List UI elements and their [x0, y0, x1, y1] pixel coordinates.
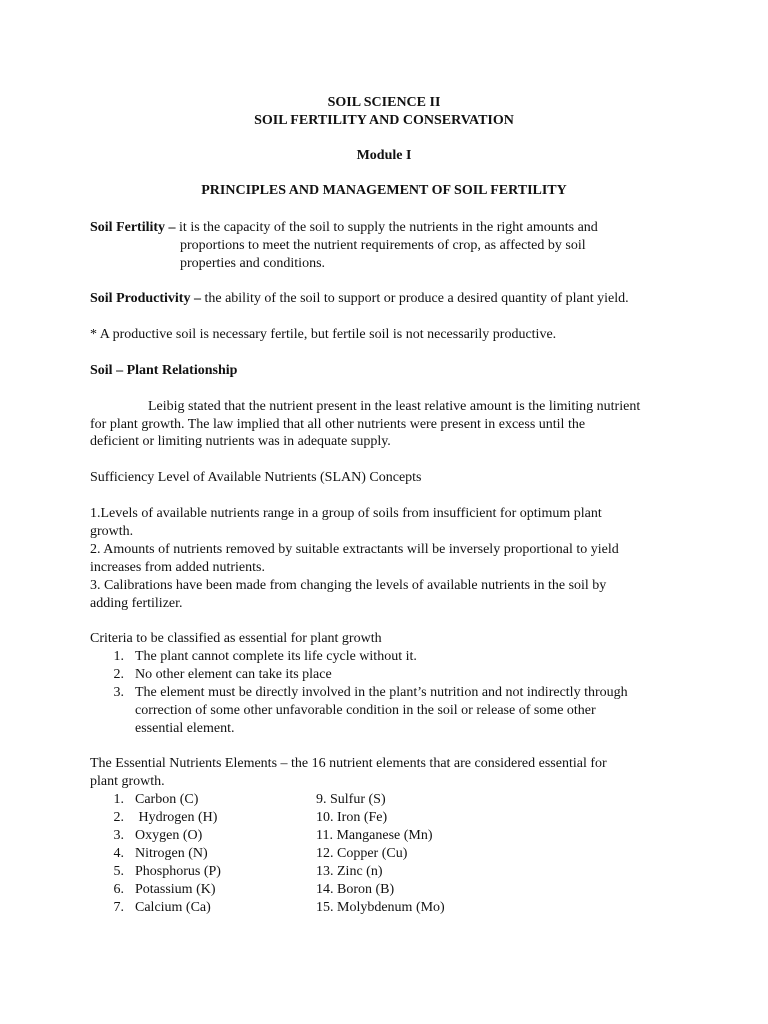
nutrient-name: Potassium (K)	[135, 882, 216, 897]
nutrient-name: Oxygen (O)	[135, 828, 203, 843]
criteria-number: 1.	[113, 649, 124, 664]
nutrient-entry: 10. Iron (Fe)	[316, 810, 388, 825]
nutrient-number: 6.	[113, 882, 124, 897]
essential-nutrients-text-2: plant growth.	[90, 774, 165, 789]
nutrient-name: Phosphorus (P)	[135, 864, 221, 879]
soil-fertility-text-3: properties and conditions.	[180, 256, 326, 271]
soil-fertility-term: Soil Fertility –	[90, 220, 176, 235]
nutrient-entry: 12. Copper (Cu)	[316, 846, 408, 861]
nutrient-number: 1.	[113, 792, 124, 807]
soil-fertility-text-1: it is the capacity of the soil to supply the nutrients in the right amounts and	[175, 220, 598, 235]
criteria-item: The element must be directly involved in the plant’s nutrition and not indirectly through	[135, 685, 628, 700]
nutrient-entry: 14. Boron (B)	[316, 882, 395, 897]
criteria-number: 2.	[113, 667, 124, 682]
nutrient-entry: 9. Sulfur (S)	[316, 792, 386, 807]
nutrient-number: 2.	[113, 810, 124, 825]
nutrient-entry: 15. Molybdenum (Mo)	[316, 900, 445, 915]
criteria-item-continued: essential element.	[135, 721, 235, 736]
soil-productivity-text: the ability of the soil to support or produce a desired quantity of plant yield.	[200, 291, 629, 306]
productivity-note: * A productive soil is necessary fertile, but fertile soil is not necessarily productive.	[90, 327, 557, 342]
relationship-text-2: for plant growth. The law implied that all other nutrients were present in excess until the	[90, 417, 586, 432]
nutrient-name: Carbon (C)	[135, 792, 199, 807]
slan-point-1a: 1.Levels of available nutrients range in a group of soils from insufficient for optimum plant	[90, 506, 602, 521]
relationship-text-1: Leibig stated that the nutrient present in the least relative amount is the limiting nutrient	[148, 399, 641, 414]
soil-fertility-definition	[90, 219, 598, 237]
soil-fertility-text-2: proportions to meet the nutrient requirements of crop, as affected by soil	[180, 238, 586, 253]
nutrient-number: 7.	[113, 900, 124, 915]
criteria-item: No other element can take its place	[135, 667, 332, 682]
essential-nutrients-text-1: the 16 nutrient elements that are considered essential for	[287, 756, 607, 771]
relationship-heading: Soil – Plant Relationship	[90, 363, 238, 378]
relationship-text-3: deficient or limiting nutrients was in adequate supply.	[90, 434, 391, 449]
slan-point-2b: increases from added nutrients.	[90, 560, 265, 575]
criteria-item: The plant cannot complete its life cycle without it.	[135, 649, 417, 664]
slan-point-1b: growth.	[90, 524, 134, 539]
course-title: SOIL SCIENCE II	[327, 95, 441, 110]
nutrient-number: 5.	[113, 864, 124, 879]
criteria-heading: Criteria to be classified as essential for plant growth	[90, 631, 382, 646]
slan-point-3b: adding fertilizer.	[90, 596, 183, 611]
nutrient-name: Nitrogen (N)	[135, 846, 208, 861]
soil-productivity-term: Soil Productivity –	[90, 291, 201, 306]
course-subtitle: SOIL FERTILITY AND CONSERVATION	[254, 113, 514, 128]
nutrient-number: 3.	[113, 828, 124, 843]
slan-point-2a: 2. Amounts of nutrients removed by suitable extractants will be inversely proportional to yield	[90, 542, 619, 557]
nutrient-number: 4.	[113, 846, 124, 861]
criteria-item-continued: correction of some other unfavorable condition in the soil or release of some other	[135, 703, 596, 718]
essential-nutrients-definition	[90, 755, 607, 773]
criteria-number: 3.	[113, 685, 124, 700]
section-title: PRINCIPLES AND MANAGEMENT OF SOIL FERTILITY	[201, 183, 567, 198]
essential-nutrients-term: The Essential Nutrients Elements –	[90, 756, 288, 771]
slan-heading: Sufficiency Level of Available Nutrients (SLAN) Concepts	[90, 470, 422, 485]
nutrient-entry: 11. Manganese (Mn)	[316, 828, 433, 843]
nutrient-name: Hydrogen (H)	[135, 810, 218, 825]
soil-productivity-definition	[90, 290, 629, 308]
nutrient-entry: 13. Zinc (n)	[316, 864, 383, 879]
module-title: Module I	[356, 148, 412, 163]
nutrient-name: Calcium (Ca)	[135, 900, 211, 915]
slan-point-3a: 3. Calibrations have been made from changing the levels of available nutrients in the soil by	[90, 578, 607, 593]
